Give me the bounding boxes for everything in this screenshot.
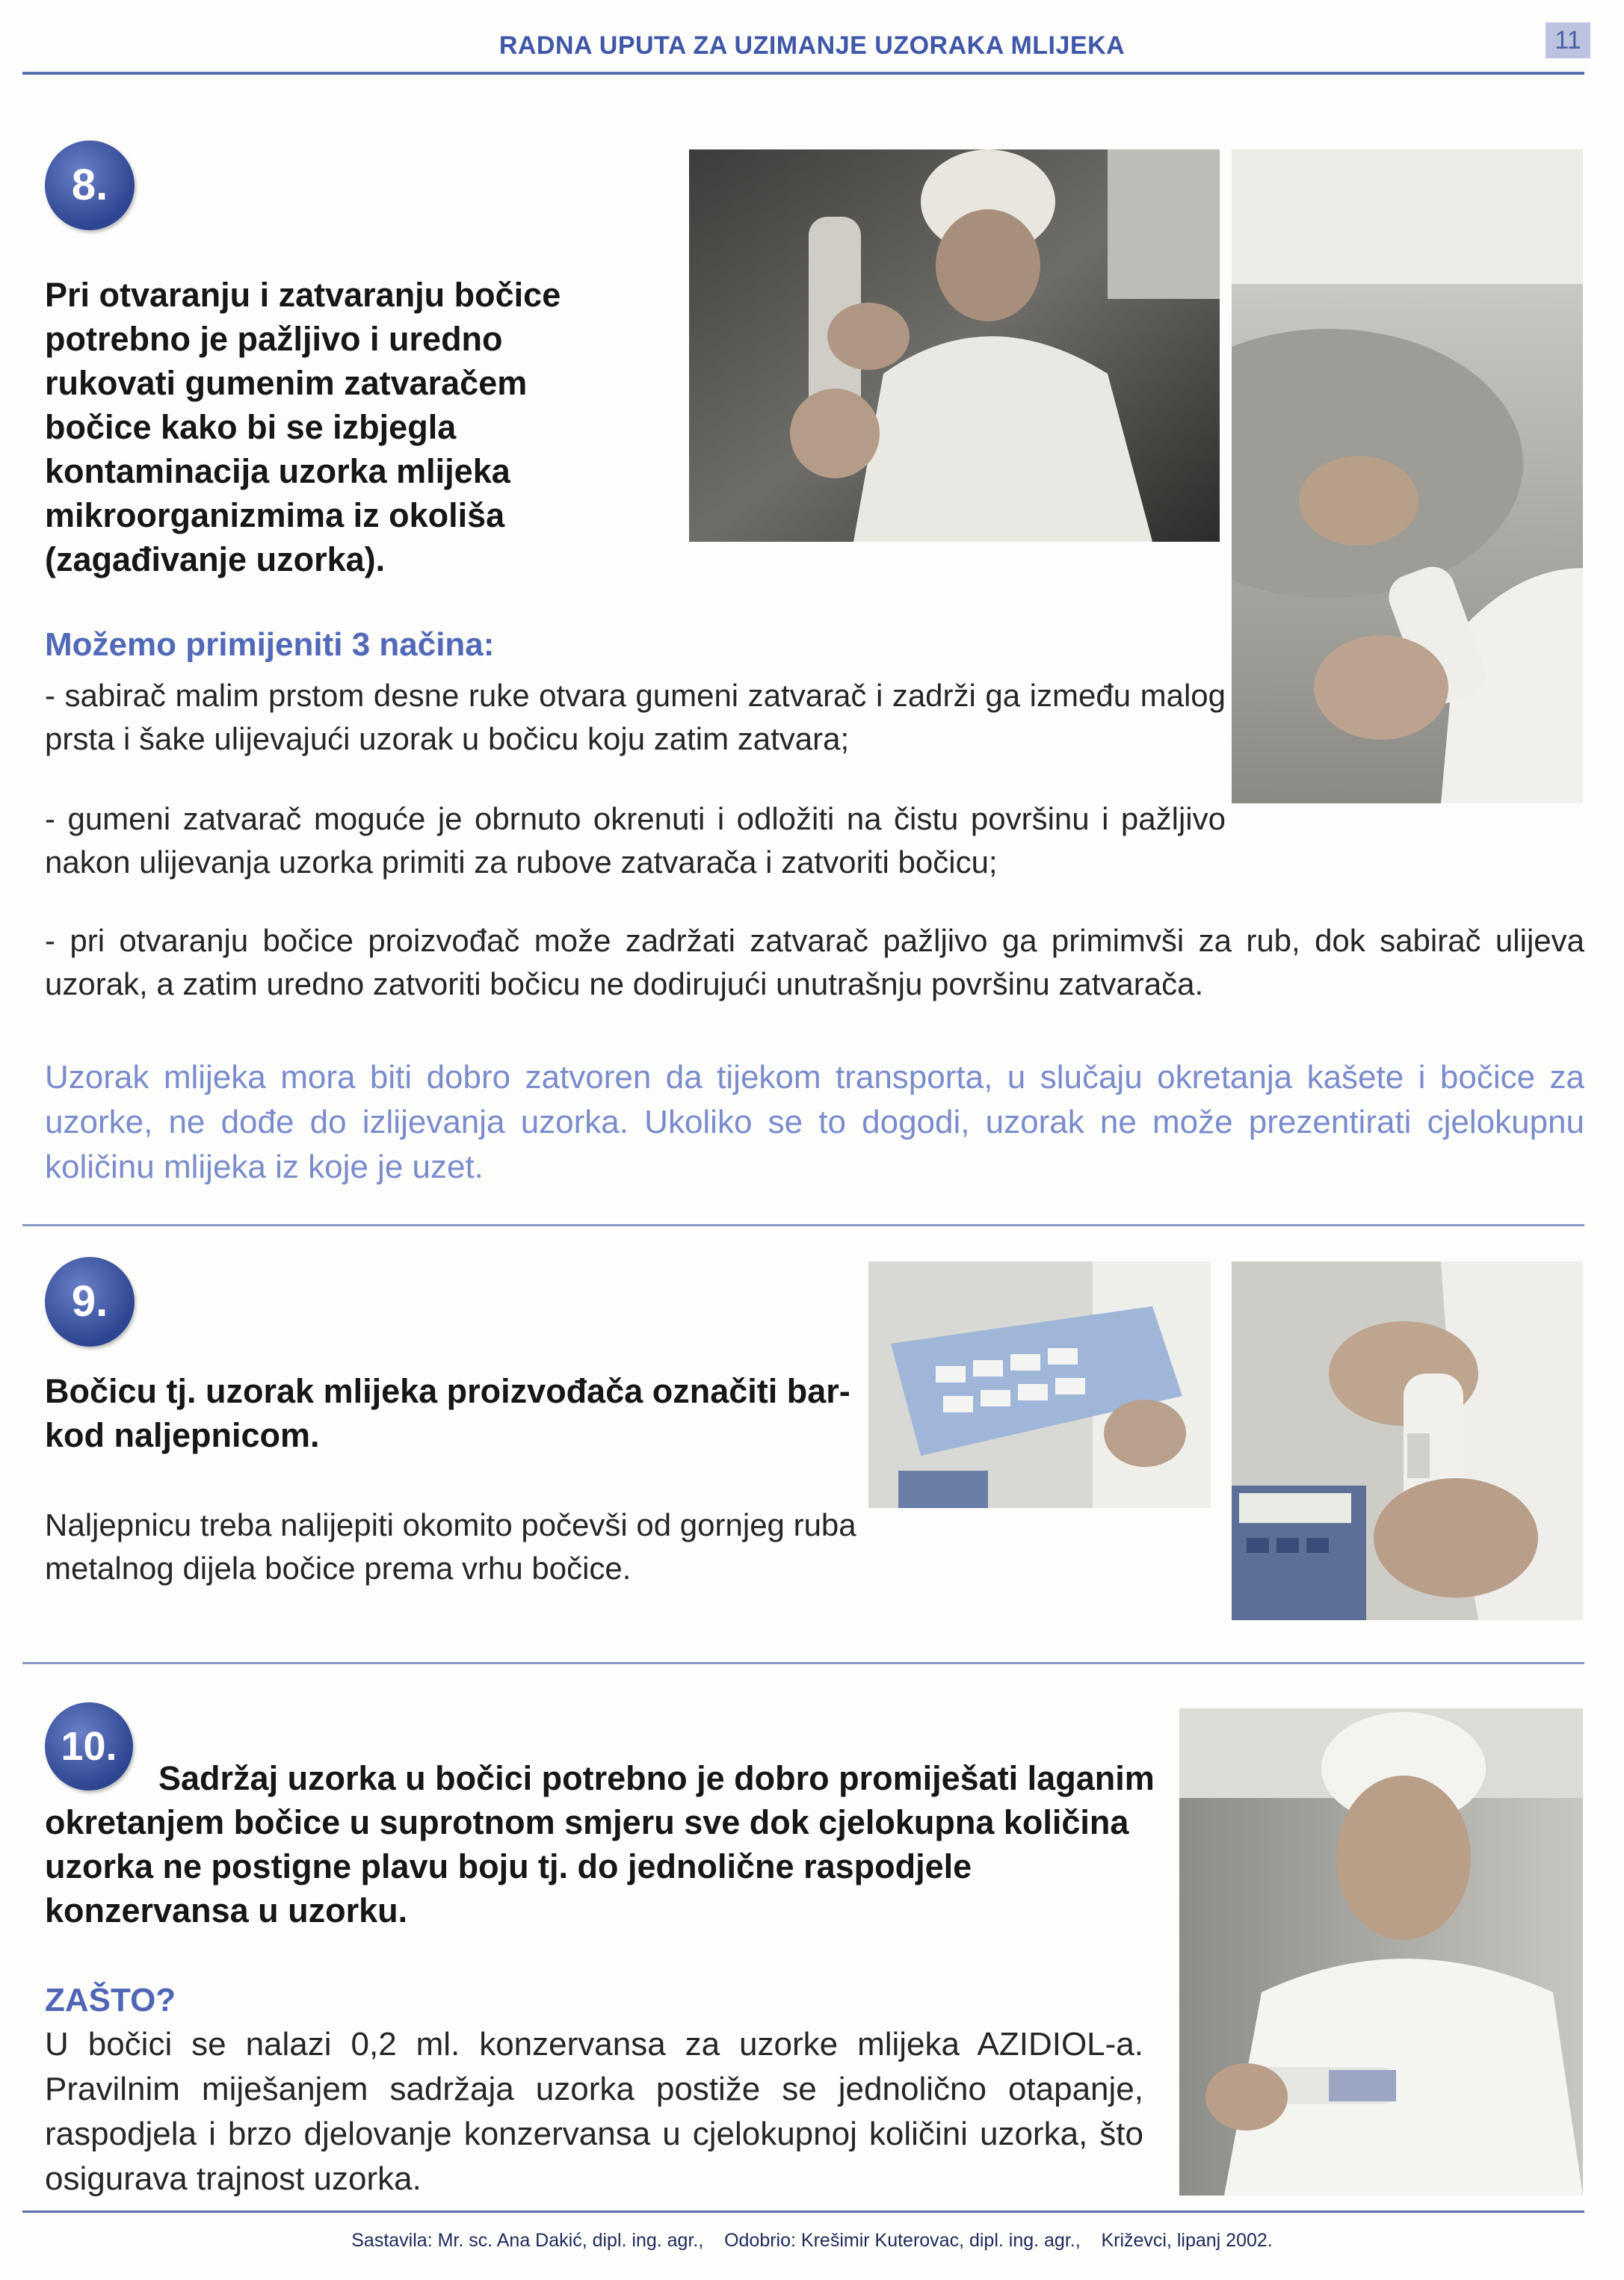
footer-divider [22, 2211, 1584, 2213]
step-8-instruction: Pri otvaranju i zatvaranju bočice potrebno je pažljivo i uredno rukovati gumenim zatvaračem bočice kako bi se izbjegla kontaminacija uzorka mlijeka mikroorganizmima iz okoliša (zagađivanje uzorka). [45, 276, 561, 578]
method-2: - gumeni zatvarač moguće je obrnuto okrenuti i odložiti na čistu površinu i pažljivo nakon ulijevanja uzorka primiti za rubove zatvarača i zatvoriti bočicu; [45, 801, 1226, 880]
step-9-badge: 9. [45, 1257, 135, 1347]
photo-labeled-bottle [1232, 1261, 1583, 1620]
photo-barcode-labels-image [868, 1261, 1211, 1508]
document-header-title: RADNA UPUTA ZA UZIMANJE UZORAKA MLIJEKA [498, 31, 1126, 60]
photo-mixing-sample-image [1179, 1708, 1583, 2196]
photo-closing-bottle-image [1232, 149, 1583, 803]
step-10-instruction: Sadržaj uzorka u bočici potrebno je dobro promiješati laganim okretanjem bočice u suprotnom smjeru sve dok cjelokupna količina uzorka ne postigne plavu boju tj. do jednolične raspodjele konzervansa u uzorku. [45, 1759, 1155, 1930]
step-9-instruction: Bočicu tj. uzorak mlijeka proizvođača označiti bar-kod naljepnicom. [45, 1372, 850, 1454]
photo-opening-bottle [689, 149, 1220, 542]
photo-barcode-labels [868, 1261, 1211, 1508]
methods-heading: Možemo primijeniti 3 načina: [45, 626, 495, 663]
photo-closing-bottle [1232, 149, 1583, 803]
page-number: 11 [1546, 22, 1590, 58]
footer-credits: Sastavila: Mr. sc. Ana Dakić, dipl. ing. agr., Odobrio: Krešimir Kuterovac, dipl. ing. agr., Križevci, lipanj 2002. [351, 2230, 1273, 2251]
method-1: - sabirač malim prstom desne ruke otvara gumeni zatvarač i zadrži ga između malog prsta i šake ulijevajući uzorak u bočicu koju zatim zatvara; [45, 678, 1226, 756]
step-8-badge: 8. [45, 140, 135, 230]
why-text: U bočici se nalazi 0,2 ml. konzervansa za uzorke mlijeka AZIDIOL-a. Pravilnim miješanjem sadržaja uzorka postiže se jednolično otapanje, raspodjela i brzo djelovanje konzervansa u cjelokupnoj količini uzorka, što osigurava trajnost uzorka. [45, 2026, 1143, 2197]
method-3: - pri otvaranju bočice proizvođač može zadržati zatvarač pažljivo ga primimvši za rub, dok sabirač ulijeva uzorak, a zatim uredno zatvoriti bočicu ne dodirujući unutrašnju površinu zatvarača. [45, 923, 1584, 1001]
section-divider-8-9 [22, 1224, 1584, 1226]
header-divider [22, 72, 1584, 75]
photo-labeled-bottle-image [1232, 1261, 1583, 1620]
why-heading: ZAŠTO? [45, 1982, 176, 2018]
photo-opening-bottle-image [689, 149, 1220, 542]
step-9-detail: Naljepnicu treba nalijepiti okomito počevši od gornjeg ruba metalnog dijela bočice prema vrhu bočice. [45, 1507, 856, 1586]
section-divider-9-10 [22, 1662, 1584, 1664]
step-8-note: Uzorak mlijeka mora biti dobro zatvoren da tijekom transporta, u slučaju okretanja kašete i bočice za uzorke, ne dođe do izlijevanja uzorka. Ukoliko se to dogodi, uzorak ne može prezentirati cjelokupnu količinu mlijeka iz koje je uzet. [45, 1059, 1584, 1185]
step-10-badge: 10. [45, 1702, 133, 1791]
photo-mixing-sample [1179, 1708, 1583, 2196]
